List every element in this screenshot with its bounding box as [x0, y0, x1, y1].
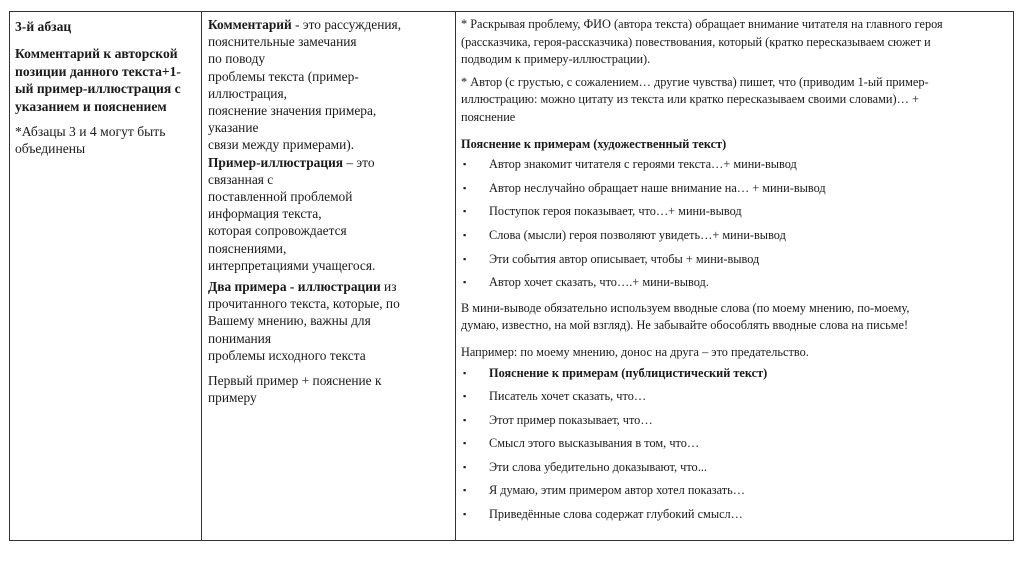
bullet-icon: ▪ — [463, 182, 467, 193]
bullet-icon: ▪ — [463, 229, 467, 240]
list-item: ▪ Я думаю, этим примером автор хотел показать… — [461, 479, 1007, 503]
first-example-note: Первый пример + пояснение к примеру — [208, 373, 382, 406]
list-item: ▪ Смысл этого высказывания в том, что… — [461, 432, 1007, 456]
list-item — [461, 362, 1007, 386]
column-definitions — [202, 12, 456, 540]
pub-bullet-list — [461, 362, 1007, 527]
bullet-icon: ▪ — [463, 485, 467, 496]
bullet-icon: ▪ — [463, 414, 467, 425]
art-heading: Пояснение к примерам (художественный текст) — [461, 136, 727, 151]
bullet-icon: ▪ — [463, 391, 467, 402]
bullet-icon: ▪ — [463, 277, 467, 288]
bullet-icon: ▪ — [463, 509, 467, 520]
paragraph-title: 3-й абзац — [15, 19, 72, 34]
bullet-icon: ▪ — [463, 438, 467, 449]
list-item: ▪ Этот пример показывает, что… — [461, 409, 1007, 433]
term-two-examples: Два примера - иллюстрации — [208, 279, 381, 295]
list-item: ▪ Писатель хочет сказать, что… — [461, 385, 1007, 409]
list-item: ▪ Автор знакомит читателя с героями текста…+ мини-вывод — [461, 153, 1007, 177]
bullet-icon: ▪ — [463, 159, 467, 170]
intro-paragraph: * Раскрывая проблему, ФИО (автора текста) обращает внимание читателя на главного героя (рассказчика, героя-рассказчика) повествования, который (кратко пересказываем сюжет и подводим к примеру-иллюстрации). — [461, 17, 943, 67]
term-comment: Комментарий — [208, 17, 292, 32]
bullet-icon: ▪ — [463, 367, 467, 378]
column-templates — [456, 12, 1013, 540]
term-example: Пример-иллюстрация — [208, 154, 344, 170]
mini-conclusion-note: В мини-выводе обязательно используем вводные слова (по моему мнению, по-моему, думаю, известно, на мой взгляд). Не забывайте обособлять вводные слова на письме! — [461, 300, 910, 333]
paragraph-heading: Комментарий к авторской позиции данного текста+1-ый пример-иллюстрация с указанием и пояснением — [15, 46, 181, 114]
list-item: ▪ Автор хочет сказать, что….+ мини-вывод. — [461, 271, 1007, 295]
definition-comment: Комментарий - это рассуждения, пояснительные замечания по поводу проблемы текста (пример- иллюстрация, пояснение значения примера, указание связи между примерами). — [208, 17, 402, 153]
bullet-icon: ▪ — [463, 461, 467, 472]
pub-heading: Пояснение к примерам (публицистический текст) — [489, 365, 768, 380]
definition-two-examples: Два примера - иллюстрации из прочитанного текста, которые, по Вашему мнению, важны для понимания проблемы исходного текста — [208, 279, 400, 363]
column-paragraph-label — [10, 12, 202, 540]
art-bullet-list — [461, 153, 1007, 295]
definition-example: Пример-иллюстрация – это связанная с поставленной проблемой информация текста, которая сопровождается пояснениями, интерпретациями учащегося. — [208, 154, 376, 273]
list-item: ▪ Слова (мысли) героя позволяют увидеть…+ мини-вывод — [461, 224, 1007, 248]
instruction-table — [9, 11, 1014, 541]
paragraph-note: *Абзацы 3 и 4 могут быть объединены — [15, 124, 166, 157]
list-item: ▪ Приведённые слова содержат глубокий смысл… — [461, 503, 1007, 527]
list-item: ▪ Автор неслучайно обращает наше внимание на… + мини-вывод — [461, 177, 1007, 201]
bullet-icon: ▪ — [463, 253, 467, 264]
bullet-icon: ▪ — [463, 206, 467, 217]
example-sentence: Например: по моему мнению, донос на друга – это предательство. — [461, 344, 809, 359]
list-item: ▪ Эти слова убедительно доказывают, что... — [461, 456, 1007, 480]
author-paragraph: * Автор (с грустью, с сожалением… другие чувства) пишет, что (приводим 1-ый пример- иллюстрацию: можно цитату из текста или кратко пересказываем своими словами)… + пояснение — [461, 74, 929, 124]
list-item: ▪ Поступок героя показывает, что…+ мини-вывод — [461, 200, 1007, 224]
list-item: ▪ Эти события автор описывает, чтобы + мини-вывод — [461, 248, 1007, 272]
